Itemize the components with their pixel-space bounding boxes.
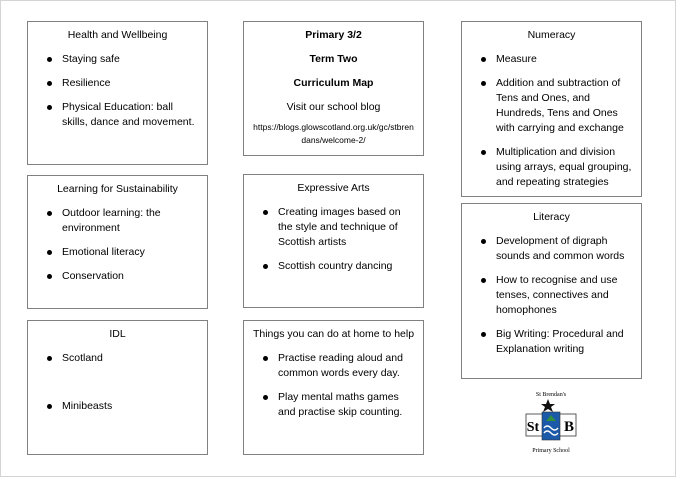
literacy-box: [461, 203, 642, 379]
list-item: Creating images based on the style and technique of Scottish artists: [244, 205, 423, 250]
list-item: Physical Education: ball skills, dance and movement.: [28, 100, 207, 130]
list-item: Addition and subtraction of Tens and Ones, and Hundreds, Tens and Ones with carrying and exchange: [462, 76, 641, 136]
box-title: Numeracy: [527, 29, 576, 41]
box-title: Learning for Sustainability: [57, 183, 178, 195]
sustainability-box: [27, 175, 208, 309]
box-title: Health and Wellbeing: [67, 29, 168, 41]
logo-top-text: St Brendan's: [535, 392, 567, 398]
logo-bottom-text: Primary School: [532, 448, 570, 454]
page-title: Curriculum Map: [293, 77, 374, 89]
school-crest-icon: [518, 388, 584, 458]
box-title: Things you can do at home to help: [252, 328, 415, 340]
list-item: Staying safe: [28, 52, 207, 67]
box-title: Literacy: [533, 211, 570, 223]
list-item: Scotland: [28, 351, 207, 366]
list-item: Scottish country dancing: [244, 259, 423, 274]
list-item: Multiplication and division using arrays, equal grouping, and repeating strategies: [462, 145, 641, 190]
list-item: How to recognise and use tenses, connectives and homophones: [462, 273, 641, 318]
health-wellbeing-box: [27, 21, 208, 165]
list-item: Conservation: [28, 269, 207, 284]
list-item: Outdoor learning: the environment: [28, 206, 207, 236]
idl-box: [27, 320, 208, 455]
list-item: Practise reading aloud and common words every day.: [244, 351, 423, 381]
home-help-box: [243, 320, 424, 455]
list-item: Play mental maths games and practise skip counting.: [244, 390, 423, 420]
curriculum-title-box: [243, 21, 424, 156]
list-item: Resilience: [28, 76, 207, 91]
list-item: Measure: [462, 52, 641, 67]
numeracy-box: [461, 21, 642, 197]
box-title: Expressive Arts: [297, 182, 370, 194]
star-icon: [541, 399, 555, 412]
list-item: Emotional literacy: [28, 245, 207, 260]
term-name: Term Two: [309, 53, 358, 65]
logo-letters-right: B: [563, 419, 575, 435]
list-item: Development of digraph sounds and common words: [462, 234, 641, 264]
school-logo: [518, 388, 584, 458]
list-item: Big Writing: Procedural and Explanation writing: [462, 327, 641, 357]
list-item: Minibeasts: [28, 399, 207, 414]
logo-letters-left: St: [526, 420, 540, 435]
blog-link[interactable]: https://blogs.glowscotland.org.uk/gc/stbrendans/welcome-2/: [253, 122, 414, 145]
expressive-arts-box: [243, 174, 424, 308]
blog-prompt: Visit our school blog: [286, 101, 381, 113]
class-name: Primary 3/2: [305, 29, 362, 41]
box-title: IDL: [109, 328, 126, 340]
